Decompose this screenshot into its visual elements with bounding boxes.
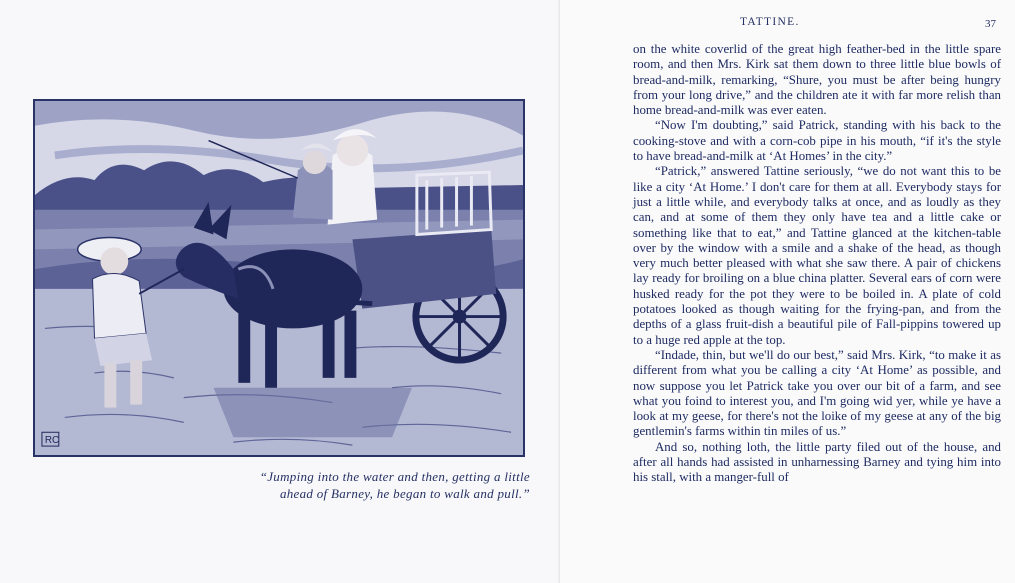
paragraph: And so, nothing loth, the little party filed out of the house, and after all hands had assisted in unharnessing Barney and tying him into his stall, with a manger-full of xyxy=(633,439,1001,485)
page-number: 37 xyxy=(985,18,996,30)
paragraph: “Patrick,” answered Tattine seriously, “we do not want this to be like a city ‘At Home.’ I don't care for them at all. Everybody stays for just a little while, and everybody talks at once, and as loudly as they can, and at some of them they only have tea and a little cake or something like that to eat,” and Tattine glanced at the kitchen-table over by the window with a smile and a shake of the head, as though very much better pleased with what she saw there. A pair of chickens lay ready for broiling on a blue china platter. Several ears of corn were husked ready for the pot they were to be boiled in. A plate of cold potatoes looked as though waiting for the frying-pan, and from the depths of a glass fruit-dish a beautiful pile of Fall-pippins towered up to a huge red apple at the top. xyxy=(633,164,1001,347)
illustration-monogram: RC xyxy=(44,435,60,447)
paragraph: on the white coverlid of the great high feather-bed in the little spare room, and then Mrs. Kirk sat them down to three little blue bowls of bread-and-milk, remarking, “Shure, you must be after being hungry from your long drive,” and the children ate it with far more relish than home bread-and-milk was ever eaten. xyxy=(633,42,1001,118)
illustration xyxy=(35,101,523,455)
running-head: TATTINE. xyxy=(740,16,800,28)
illustration-caption xyxy=(190,468,530,502)
caption-line-2: ahead of Barney, he began to walk and pull.” xyxy=(279,486,530,501)
body-text xyxy=(633,42,1001,486)
caption-line-1: “Jumping into the water and then, getting a little xyxy=(259,469,530,484)
illustration-plate xyxy=(33,99,525,457)
paragraph: “Now I'm doubting,” said Patrick, standing with his back to the cooking-stove and with a corn-cob pipe in his mouth, “if it's the style to have bread-and-milk at ‘At Homes’ in the city.” xyxy=(633,118,1001,164)
right-page xyxy=(560,0,1015,583)
paragraph: “Indade, thin, but we'll do our best,” said Mrs. Kirk, “to make it as different from what you be calling a city ‘At Home’ as possible, and now suppose you let Patrick take you over our bit of a farm, and see what you foind to interest you, and I'm going wid yer, while ye have a look at my geese, for there's not the loike of my geese at any of the big gentlemin's farms within tin miles of us.” xyxy=(633,347,1001,439)
